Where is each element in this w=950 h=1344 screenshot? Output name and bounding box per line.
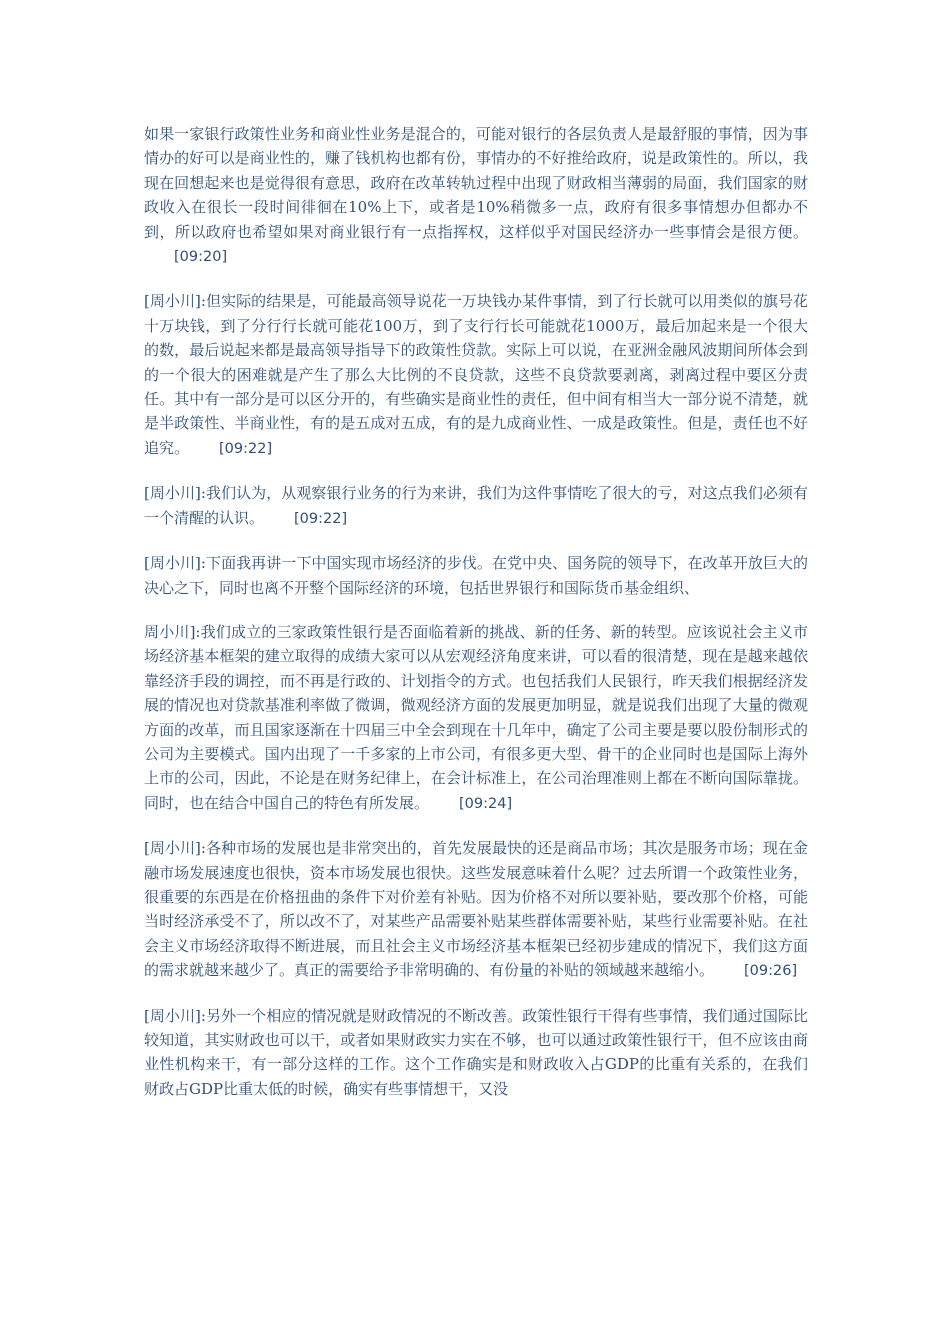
paragraph-6 [144,836,808,983]
timestamp: [09:26] [744,963,798,980]
paragraph-1 [144,122,808,269]
speaker-label: [周小川]: [144,554,206,573]
paragraph-text: 各种市场的发展也是非常突出的，首先发展最快的还是商品市场；其次是服务市场；现在金融市场发展速度也很快，资本市场发展也很快。这些发展意味着什么呢？过去所谓一个政策性业务，很重要的东西是在价格扭曲的条件下对价差有补贴。因为价格不对所以要补贴，要改那个价格，可能当时经济承受不了，所以改不了，对某些产品需要补贴某些群体需要补贴，某些行业需要补贴。在社会主义市场经济取得不断进展，而且社会主义市场经济基本框架已经初步建成的情况下，我们这方面的需求就越来越少了。真正的需要给予非常明确的、有份量的补贴的领域越来越缩小。 [144,839,808,980]
paragraph-4 [144,551,808,600]
document-body [144,122,808,1121]
paragraph-3 [144,481,808,531]
paragraph-5 [144,620,808,816]
timestamp: [09:22] [294,510,348,527]
paragraph-text: 如果一家银行政策性业务和商业性业务是混合的，可能对银行的各层负责人是最舒服的事情，因为事情办的好可以是商业性的，赚了钱机构也都有份，事情办的不好推给政府，说是政策性的。所以，我现在回想起来也是觉得很有意思，政府在改革转轨过程中出现了财政相当薄弱的局面，我们国家的财政收入在很长一段时间徘徊在10%上下，或者是10%稍微多一点，政府有很多事情想办但都办不到，所以政府也希望如果对商业银行有一点指挥权，这样似乎对国民经济办一些事情会是很方便。 [144,125,808,241]
speaker-label: [周小川]: [144,1006,206,1025]
speaker-label: [周小川]: [144,839,206,858]
paragraph-text: 我们认为，从观察银行业务的行为来讲，我们为这件事情吃了很大的亏，对这点我们必须有一个清醒的认识。 [144,484,808,527]
paragraph-2 [144,289,808,461]
paragraph-text: 下面我再讲一下中国实现市场经济的步伐。在党中央、国务院的领导下，在改革开放巨大的决心之下，同时也离不开整个国际经济的环境，包括世界银行和国际货币基金组织、 [144,554,808,597]
paragraph-7 [144,1004,808,1102]
speaker-label: 周小川]: [144,622,201,641]
paragraph-text: 另外一个相应的情况就是财政情况的不断改善。政策性银行干得有些事情，我们通过国际比较知道，其实财政也可以干，或者如果财政实力实在不够，也可以通过政策性银行干，但不应该由商业性机构来干，有一部分这样的工作。这个工作确实是和财政收入占GDP的比重有关系的，在我们财政占GDP比重太低的时候，确实有些事情想干，又没 [144,1006,808,1098]
paragraph-text: 我们成立的三家政策性银行是否面临着新的挑战、新的任务、新的转型。应该说社会主义市场经济基本框架的建立取得的成绩大家可以从宏观经济角度来讲，可以看的很清楚，现在是越来越依靠经济手段的调控，而不再是行政的、计划指令的方式。也包括我们人民银行，昨天我们根据经济发展的情况也对贷款基准利率做了微调，微观经济方面的发展更加明显，就是说我们出现了大量的微观方面的改革，而且国家逐渐在十四届三中全会到现在十几年中，确定了公司主要是要以股份制形式的公司为主要模式。国内出现了一千多家的上市公司，有很多更大型、骨干的企业同时也是国际上海外上市的公司，因此，不论是在财务纪律上，在会计标准上，在公司治理准则上都在不断向国际靠拢。同时，也在结合中国自己的特色有所发展。 [144,622,809,812]
timestamp: [09:22] [219,440,273,457]
timestamp: [09:24] [459,795,513,812]
paragraph-text: 但实际的结果是，可能最高领导说花一万块钱办某件事情，到了行长就可以用类似的旗号花十万块钱，到了分行行长就可能花100万，到了支行行长可能就花1000万，最后加起来是一个很大的数，最后说起来都是最高领导指导下的政策性贷款。实际上可以说，在亚洲金融风波期间所体会到的一个很大的困难就是产生了那么大比例的不良贷款，这些不良贷款要剥离，剥离过程中要区分责任。其中有一部分是可以区分开的，有些确实是商业性的责任，但中间有相当大一部分说不清楚，就是半政策性、半商业性，有的是五成对五成，有的是九成商业性、一成是政策性。但是，责任也不好追究。 [144,292,808,457]
speaker-label: [周小川]: [144,292,206,311]
timestamp: [09:20] [174,249,228,266]
speaker-label: [周小川]: [144,484,206,503]
